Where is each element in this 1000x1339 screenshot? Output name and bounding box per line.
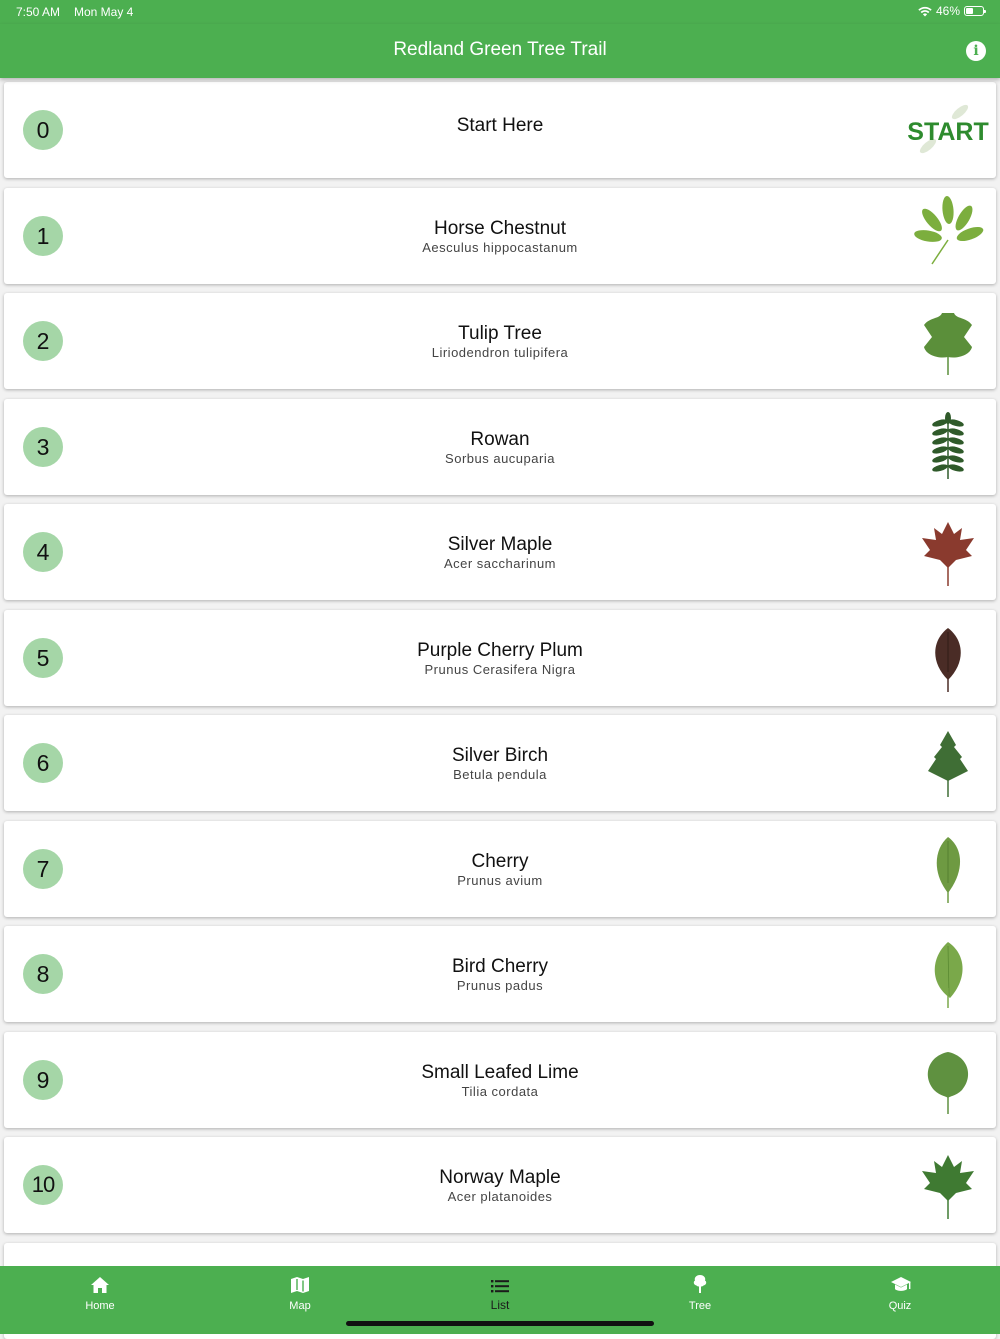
tree-list-item[interactable]	[4, 399, 996, 495]
tree-scientific-name: Aesculus hippocastanum	[422, 240, 578, 255]
tree-scientific-name: Prunus avium	[457, 873, 543, 888]
wifi-icon	[918, 6, 932, 17]
tree-name: Rowan	[470, 429, 530, 450]
tree-icon	[690, 1274, 710, 1294]
tree-name: Silver Maple	[447, 534, 553, 555]
silver-birch-leaf	[918, 729, 978, 799]
stop-number-badge: 10	[23, 1165, 63, 1205]
tab-quiz[interactable]	[800, 1266, 1000, 1334]
stop-number-badge: 6	[23, 743, 63, 783]
cherry-leaf	[918, 835, 978, 905]
tree-name: Cherry	[471, 851, 529, 872]
small-leafed-lime-leaf	[918, 1046, 978, 1116]
stop-number-badge: 2	[23, 321, 63, 361]
horse-chestnut-leaf	[918, 202, 978, 272]
status-time: 7:50 AM	[16, 5, 61, 19]
tree-scientific-name: Betula pendula	[453, 767, 547, 782]
tree-list-item[interactable]	[4, 821, 996, 917]
tree-list[interactable]	[0, 78, 1000, 1266]
home-icon	[90, 1276, 110, 1294]
quiz-icon	[890, 1276, 912, 1294]
status-bar	[0, 0, 1000, 24]
tulip-tree-leaf	[918, 307, 978, 377]
tree-list-item[interactable]	[4, 926, 996, 1022]
svg-text:START: START	[907, 118, 989, 146]
home-indicator	[346, 1321, 654, 1326]
battery-icon	[964, 6, 984, 16]
stop-number-badge: 7	[23, 849, 63, 889]
tree-name: Start Here	[456, 115, 544, 136]
page-title: Redland Green Tree Trail	[393, 39, 607, 60]
silver-maple-leaf	[918, 518, 978, 588]
stop-number-badge: 3	[23, 427, 63, 467]
tree-scientific-name: Liriodendron tulipifera	[431, 345, 569, 360]
tree-name: Tulip Tree	[458, 323, 542, 344]
tab-quiz-label: Quiz	[888, 1300, 912, 1312]
stop-number-badge: 0	[23, 110, 63, 150]
tree-name: Bird Cherry	[451, 956, 549, 977]
stop-number-badge: 4	[23, 532, 63, 572]
tree-scientific-name: Tilia cordata	[461, 1084, 539, 1099]
tab-home-label: Home	[85, 1300, 115, 1312]
status-date: Mon May 4	[74, 5, 134, 19]
rowan-leaf	[918, 413, 978, 483]
battery-percent: 46%	[935, 4, 960, 18]
stop-number-badge: 9	[23, 1060, 63, 1100]
stop-number-badge: 8	[23, 954, 63, 994]
stop-number-badge: 5	[23, 638, 63, 678]
tree-scientific-name: Prunus Cerasifera Nigra	[424, 662, 576, 677]
tree-scientific-name: Prunus padus	[456, 978, 544, 993]
tree-list-item[interactable]	[4, 293, 996, 389]
map-icon	[290, 1276, 310, 1294]
bird-cherry-leaf	[918, 940, 978, 1010]
tree-scientific-name: Acer saccharinum	[443, 556, 557, 571]
tree-list-item[interactable]	[4, 715, 996, 811]
norway-maple-leaf	[918, 1151, 978, 1221]
tree-name: Horse Chestnut	[433, 218, 566, 239]
tree-name: Norway Maple	[439, 1167, 561, 1188]
app-bar	[0, 24, 1000, 78]
tab-list-label: List	[490, 1298, 510, 1312]
tree-list-item[interactable]	[4, 1032, 996, 1128]
start-logo	[907, 96, 989, 166]
tree-name: Small Leafed Lime	[421, 1062, 579, 1083]
tab-home[interactable]	[0, 1266, 200, 1334]
tab-tree-label: Tree	[688, 1300, 712, 1312]
tree-name: Silver Birch	[451, 745, 549, 766]
tree-scientific-name: Sorbus aucuparia	[445, 451, 555, 466]
tree-list-item[interactable]	[4, 82, 996, 178]
status-right	[918, 4, 984, 18]
tree-list-item[interactable]	[4, 504, 996, 600]
info-icon[interactable]: i	[966, 41, 986, 61]
tab-map-label: Map	[289, 1300, 311, 1312]
tree-scientific-name: Acer platanoides	[447, 1189, 553, 1204]
tree-list-item[interactable]	[4, 188, 996, 284]
purple-cherry-plum-leaf	[918, 624, 978, 694]
stop-number-badge: 1	[23, 216, 63, 256]
tree-list-item[interactable]	[4, 1137, 996, 1233]
list-icon	[490, 1278, 510, 1294]
tree-list-item[interactable]	[4, 610, 996, 706]
tree-name: Purple Cherry Plum	[417, 640, 583, 661]
